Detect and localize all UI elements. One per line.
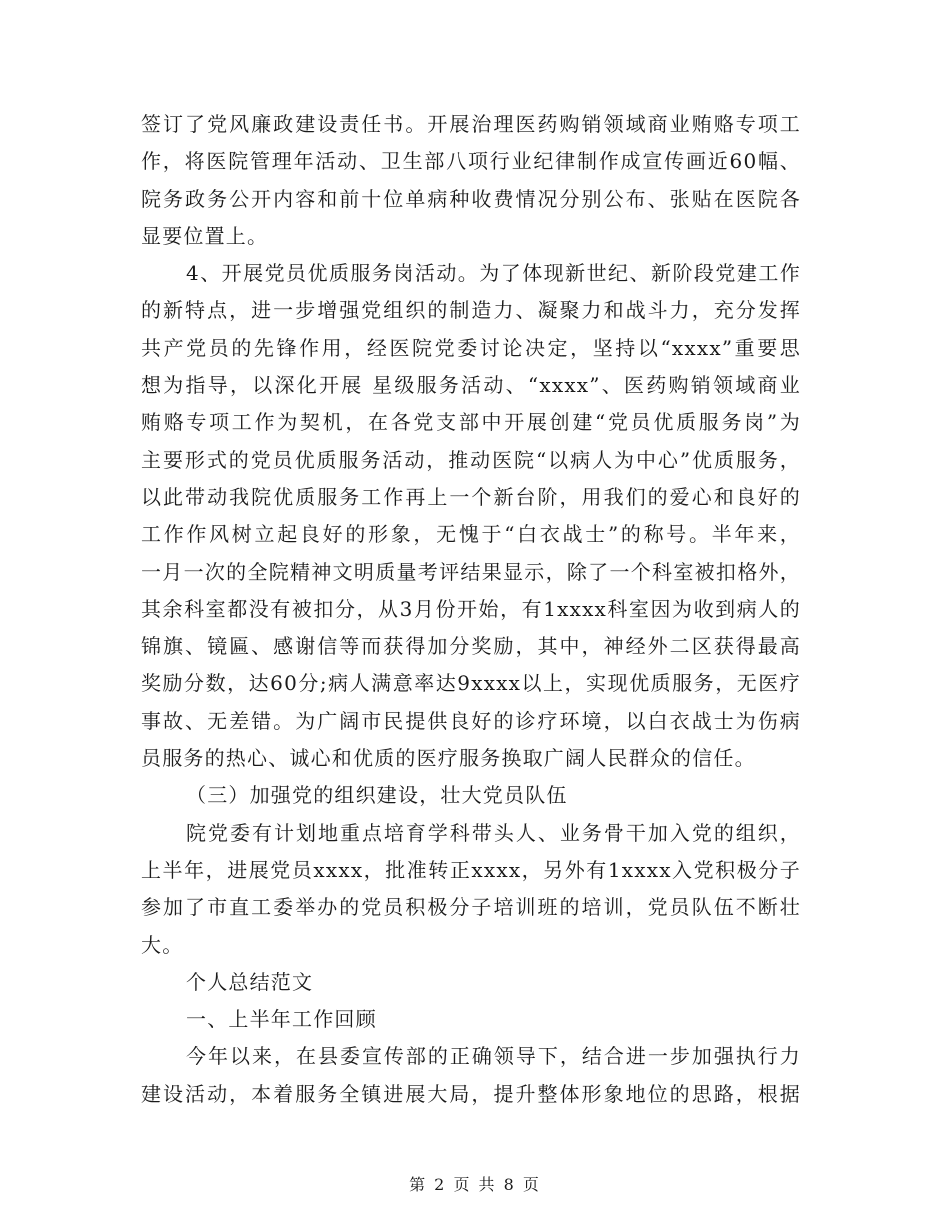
text-line: 作，将医院管理年活动、卫生部八项行业纪律制作成宣传画近60幅、 [141,149,801,174]
text-line: 奖励分数，达60分;病人满意率达9xxxx以上，实现优质服务，无医疗 [141,671,801,696]
text-line: 签订了党风廉政建设责任书。开展治理医药购销领域商业贿赂专项工 [141,112,801,136]
text-line: 想为指导，以深化开展 星级服务活动、“xxxx”、医药购销领域商业 [141,373,801,398]
document-title: 个人总结范文 [186,969,314,994]
page-number-footer: 第 2 页 共 8 页 [409,1175,541,1194]
text-line: 今年以来，在县委宣传部的正确领导下，结合进一步加强执行力 [186,1044,801,1069]
text-line: 事故、无差错。为广阔市民提供良好的诊疗环境，以白衣战士为伤病 [141,708,801,733]
text-line: 主要形式的党员优质服务活动，推动医院“以病人为中心”优质服务， [141,447,801,472]
text-line: 一月一次的全院精神文明质量考评结果显示，除了一个科室被扣格外， [141,559,801,584]
text-line: 以此带动我院优质服务工作再上一个新台阶，用我们的爱心和良好的 [141,484,801,509]
text-line: 4、开展党员优质服务岗活动。为了体现新世纪、新阶段党建工作 [186,261,801,286]
text-line: 的新特点，进一步增强党组织的制造力、凝聚力和战斗力，充分发挥 [141,298,801,323]
text-line: 院党委有计划地重点培育学科带头人、业务骨干加入党的组织， [186,820,801,845]
text-line: 贿赂专项工作为契机，在各党支部中开展创建“党员优质服务岗”为 [141,410,801,435]
text-line: 锦旗、镜匾、感谢信等而获得加分奖励，其中，神经外二区获得最高 [141,634,801,659]
text-line: 显要位置上。 [141,223,269,248]
text-line: 参加了市直工委举办的党员积极分子培训班的培训，党员队伍不断壮 [141,895,801,920]
text-line: 建设活动，本着服务全镇进展大局，提升整体形象地位的思路，根据 [141,1081,801,1106]
text-line: 共产党员的先锋作用，经医院党委讨论决定，坚持以“xxxx”重要思 [141,335,801,360]
section-heading: （三）加强党的组织建设，壮大党员队伍 [186,783,568,808]
text-line: 工作作风树立起良好的形象，无愧于“白衣战士”的称号。半年来， [141,522,801,547]
section-heading: 一、上半年工作回顾 [186,1007,377,1032]
text-line: 大。 [141,932,184,957]
document-body [141,106,801,1113]
text-line: 其余科室都没有被扣分，从3月份开始，有1xxxx科室因为收到病人的 [141,596,801,621]
text-line: 上半年，进展党员xxxx，批准转正xxxx，另外有1xxxx入党积极分子 [141,857,801,882]
text-line: 院务政务公开内容和前十位单病种收费情况分别公布、张贴在医院各 [141,186,801,211]
text-line: 员服务的热心、诚心和优质的医疗服务换取广阔人民群众的信任。 [141,746,756,771]
